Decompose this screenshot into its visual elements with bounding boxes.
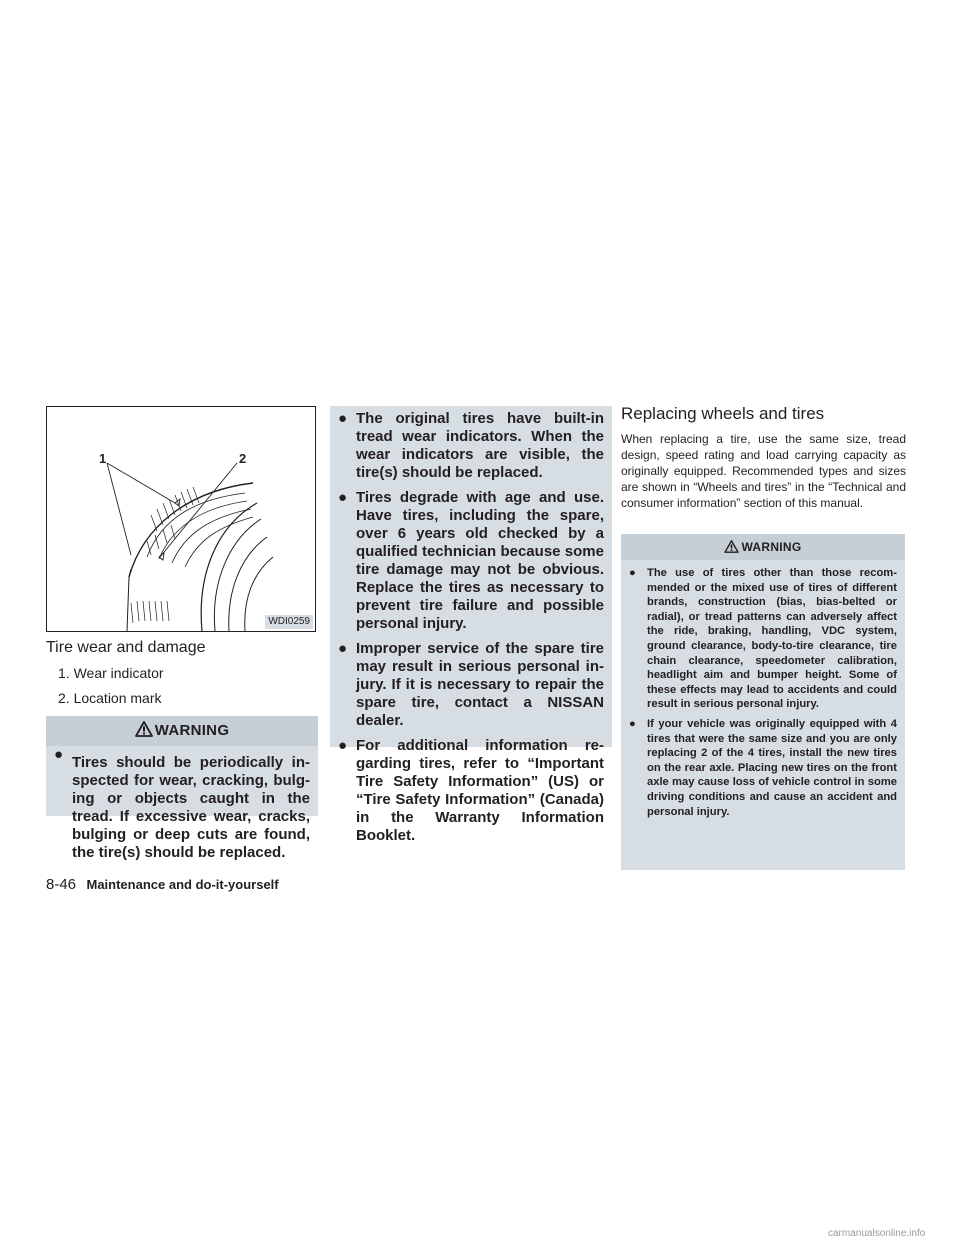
bullet-icon: ● [338,489,348,506]
section-footer-title: Maintenance and do-it-yourself [86,877,279,892]
bullet-icon: ● [629,717,636,730]
watermark: carmanualsonline.info [828,1228,926,1239]
warning-item: ● Tires degrade with age and use. Have tires, including the spare, over 6 years old checked by a qualified technician because some tire damage may not be obvious. Replace the tires as necessary to prevent tire failure and possible personal injury. [338,489,604,632]
bullet-icon: ● [54,746,64,763]
body-paragraph: When replacing a tire, use the same size, tread design, speed rating and load carrying capacity as originally equipped. Recommended types and sizes are shown in “Wheels and tires” in the “Technical and consumer information” section of this manual. [621,432,906,510]
callout-2: 2 [239,451,247,466]
warning-item: ● Improper service of the spare tire may result in serious personal injury. If it is necessary to repair the spare tire, contact a NISSAN dealer. [338,640,604,729]
figure-caption: Tire wear and damage [46,639,206,656]
page-footer [46,876,279,894]
bullet-icon: ● [338,410,348,427]
tire-illustration [47,407,315,631]
warning-box-right [621,534,905,870]
figure-code: WDI0259 [265,615,313,629]
warning-item: ● For additional information regarding tires, refer to “Important Tire Safety Information” (US) or “Tire Safety Information” (Canada) in the Warranty Information Booklet. [338,737,604,844]
warning-title: WARNING [154,722,230,739]
warning-item: ● Tires should be periodically inspected for wear, cracking, bulging or objects caught in the tread. If excessive wear, cracks, bulging or deep cuts are found, the tire(s) should be replaced. [54,746,310,861]
list-item-location-mark: 2. Location mark [58,690,162,706]
bullet-icon: ● [629,567,636,579]
warning-box-middle [330,406,612,844]
warning-triangle-icon [135,718,153,748]
warning-box-left [46,716,318,861]
warning-item: ● The original tires have built-in tread wear indicators. When the wear indicators are visible, the tire(s) should be replaced. [338,410,604,481]
callout-1: 1 [99,451,107,466]
bullet-icon: ● [338,640,348,657]
list-item-wear-indicator: 1. Wear indicator [58,665,164,681]
warning-item: ● The use of tires other than those recommended or the mixed use of tires of different brands, construction (bias, bias-belted or radial), or tread patterns can adversely affect the ride, braking, handling, VDC system, ground clearance, body-to-tire clearance, tire chain clearance, speedometer calibration, headlight aim and bumper height. Some of these effects may lead to accidents and could result in serious personal injury. [629,567,897,711]
tire-wear-figure [46,406,316,632]
bullet-icon: ● [338,737,348,754]
section-title: Replacing wheels and tires [621,404,825,423]
warning-item: ● If your vehicle was originally equipped with 4 tires that were the same size and you are only replacing 2 of the 4 tires, install the new tires on the rear axle. Placing new tires on the front axle may cause loss of vehicle control in some driving conditions and cause an accident and personal injury. [629,717,897,818]
page-number: 8-46 [46,876,77,893]
warning-title: WARNING [741,540,802,554]
warning-triangle-icon [724,536,739,562]
warning-header [621,534,905,560]
warning-header [46,716,318,746]
